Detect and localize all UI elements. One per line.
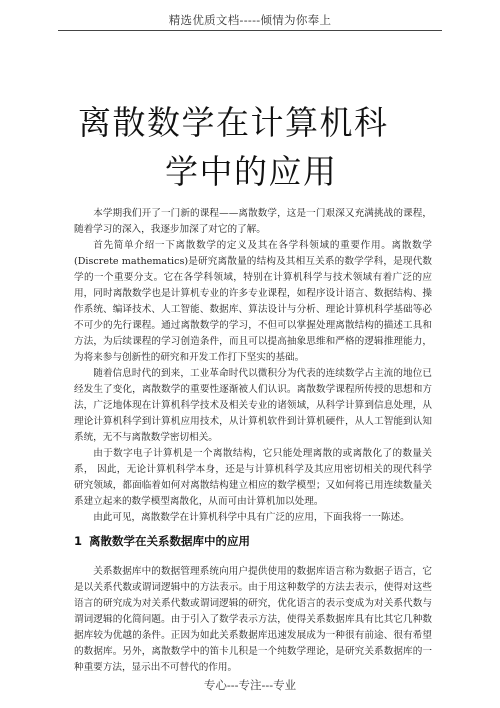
paragraph: 首先简单介绍一下离散数学的定义及其在各学科领域的重要作用。离散数学(Discrete mathematics)是研究离散量的结构及其相互关系的数学学科，是现代数学的一个重要分支。它在各学科领域，特别在计算机科学与技术领域有着广泛的应用，同时离散数学也是计算机专业的许多专业课程，如程序设计语言、数据结构、操作系统、编译技术、人工智能、数据库、算法设计与分析、理论计算机科学基础等必不可少的先行课程。通过离散数学的学习，不但可以掌握处理离散结构的描述工具和方法，为后续课程的学习创造条件，而且可以提高抽象思维和严格的逻辑推理能力，为将来参与创新性的研究和开发工作打下坚实的基础。 xyxy=(74,240,432,363)
page-header: 精选优质文档-----倾情为你奉上 xyxy=(168,13,332,27)
paragraph: 由于数字电子计算机是一个离散结构，它只能处理离散的或离散化了的数量关系， 因此，无论计算机科学本身，还是与计算机科学及其应用密切相关的现代科学研究领域，都面临着如何对离散结构建立相应的数学模型；又如何将已用连续数量关系建立起来的数学模型离散化，从而可由计算机加以处理。 xyxy=(74,448,432,507)
section-title: 离散数学在关系数据库中的应用 xyxy=(89,534,251,548)
intro-text xyxy=(74,206,432,526)
header-divider xyxy=(58,30,442,31)
section-heading xyxy=(74,533,250,549)
document-title-line-2: 学中的应用 xyxy=(165,152,338,191)
page-footer: 专心---专注---专业 xyxy=(203,678,297,692)
paragraph: 本学期我们开了一门新的课程——离散数学，这是一门艰深又充满挑战的课程，随着学习的深入，我逐步加深了对它的了解。 xyxy=(74,208,432,235)
section-number: 1 xyxy=(74,534,83,548)
document-title-line-1: 离散数学在计算机科 xyxy=(78,103,389,142)
section-text xyxy=(74,564,432,676)
paragraph: 随着信息时代的到来，工业革命时代以微积分为代表的连续数学占主流的地位已经发生了变化，离散数学的重要性逐渐被人们认识。离散数学课程所传授的思想和方法，广泛地体现在计算机科学技术及相关专业的诸领域，从科学计算到信息处理，从理论计算机科学到计算机应用技术，从计算机软件到计算机硬件，从人工智能到认知系统，无不与离散数学密切相关。 xyxy=(74,368,432,443)
paragraph: 关系数据库中的数据管理系统向用户提供使用的数据库语言称为数据子语言，它是以关系代数或谓词逻辑中的方法表示。由于用这种数学的方法去表示，使得对这些语言的研究成为对关系代数或谓词逻辑的研究，优化语言的表示变成为对关系代数与谓词逻辑的化简问题。由于引入了数学表示方法，使得关系数据库具有比其它几种数据库较为优越的条件。正因为如此关系数据库迅速发展成为一种很有前途、很有希望的数据库。另外，离散数学中的笛卡儿积是一个纯数学理论，是研究关系数据库的一种重要方法，显示出不可替代的作用。 xyxy=(74,566,432,673)
paragraph: 由此可见，离散数学在计算机科学中具有广泛的应用，下面我将一一陈述。 xyxy=(93,512,410,523)
